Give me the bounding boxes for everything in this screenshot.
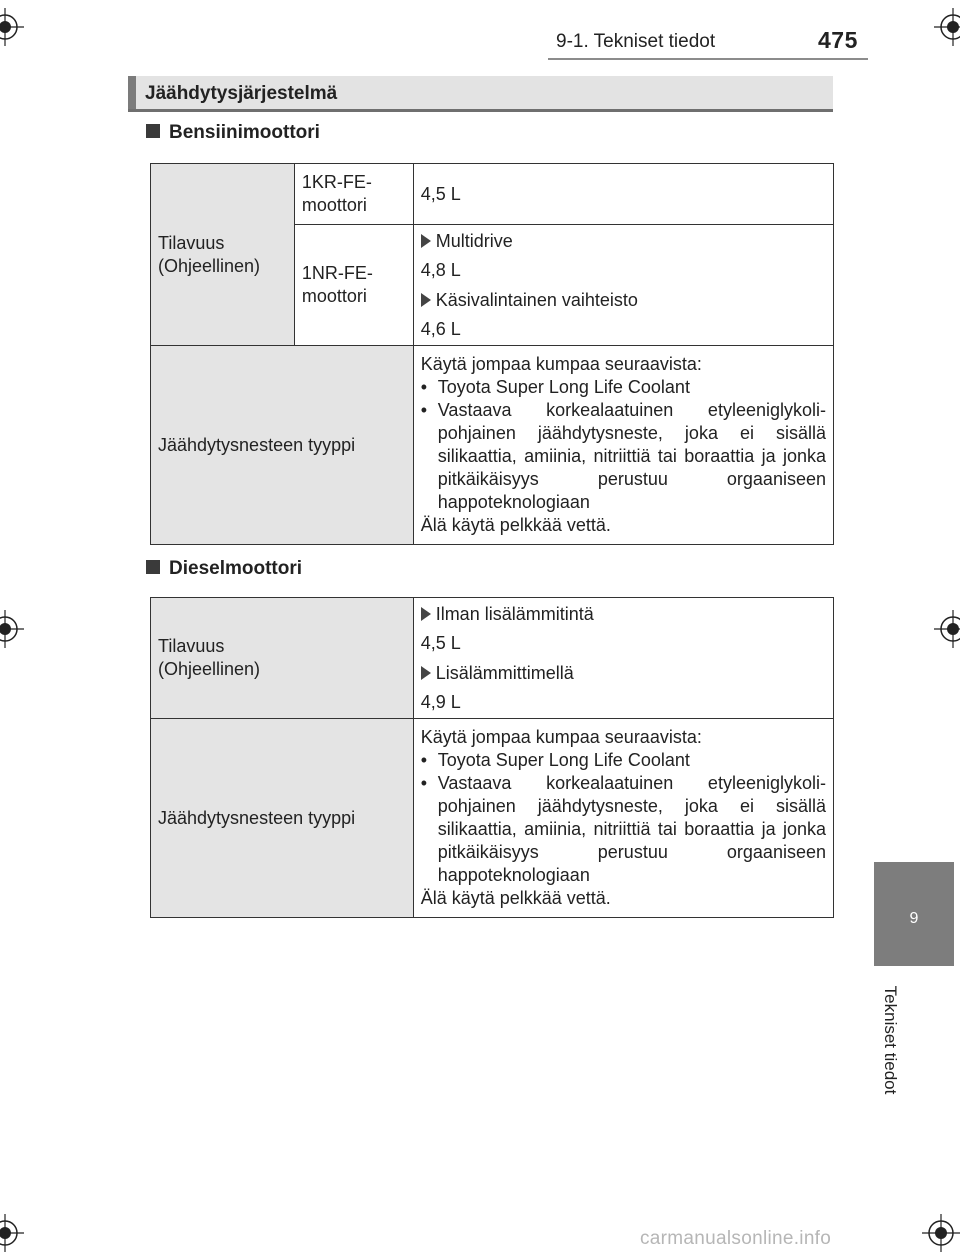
coolant-type-value [413,719,833,918]
registration-mark-icon [934,8,960,46]
engine-1nr-cell [294,225,413,346]
option-value: 4,6 L [420,318,461,339]
square-bullet-icon [146,124,160,138]
bullet-dot-icon: • [420,377,428,397]
diesel-spec-table [150,597,834,918]
heading-text: Bensiinimoottori [169,122,320,143]
registration-mark-icon [0,8,24,46]
coolant-list [421,749,826,887]
watermark: carmanualsonline.info [640,1228,832,1249]
registration-mark-icon [934,610,960,648]
bullet-dot-icon: • [420,400,428,420]
running-header-section: 9-1. Tekniset tiedot [556,31,716,52]
option-value: 4,9 L [420,691,461,712]
option-label-row [421,289,826,312]
list-item-text: Toyota Super Long Life Coolant [437,377,690,397]
table-row [151,346,834,545]
capacity-label: Tilavuus [158,636,225,656]
subsection-heading-diesel [146,558,302,580]
engine-1kr-capacity: 4,5 L [413,164,833,225]
capacity-label-note: (Ohjeellinen) [158,255,261,276]
chapter-tab-label [875,972,905,1107]
arrow-right-icon [421,607,431,621]
engine-1kr-cell [294,164,413,225]
banner-title: Jäähdytysjärjestelmä [145,83,338,104]
option-value: 4,5 L [420,632,461,653]
option-label: Ilman lisälämmitintä [435,603,594,624]
coolant-intro: Käytä jompaa kumpaa seuraavista: [420,354,702,374]
registration-mark-icon [922,1214,960,1252]
option-label: Käsivalintainen vaihteisto [435,289,638,310]
bullet-dot-icon: • [420,773,427,793]
bullet-dot-icon: • [420,750,427,770]
coolant-intro: Käytä jompaa kumpaa seuraavista: [420,727,702,747]
section-banner [128,76,833,112]
list-item [421,749,826,772]
table-row [151,598,834,719]
option-label-row [421,603,826,626]
engine-name: 1KR-FE- [301,172,372,192]
coolant-type-label: Jäähdytysnesteen tyyppi [151,346,414,545]
list-item [421,399,826,514]
coolant-note: Älä käytä pelkkää vettä. [420,888,611,908]
capacity-label-cell [151,164,295,346]
registration-mark-icon [0,610,24,648]
capacity-label: Tilavuus [158,232,225,253]
banner-accent-bar [128,76,136,109]
chapter-tab[interactable] [874,862,954,966]
arrow-right-icon [421,666,431,680]
header-divider [548,58,868,60]
option-label: Multidrive [435,230,513,251]
engine-1nr-options [413,225,833,346]
list-item [421,772,826,887]
option-label: Lisälämmittimellä [435,662,574,683]
capacity-label-note: (Ohjeellinen) [158,659,261,679]
coolant-type-value [413,346,833,545]
option-label-row [421,662,826,685]
heading-text: Dieselmoottori [169,558,303,579]
capacity-label-cell [151,598,414,719]
subsection-heading-gasoline [146,122,320,144]
list-item-text: Vastaava korkealaatuinen etyleeniglykoli-pohjainen jäähdytysneste, joka ei sisällä silikaattia, amiinia, nitriittiä tai boraattia ja jonka pitkäikäisyys perustuu orgaaniseen happoteknologiaan [437,400,826,512]
list-item [421,376,826,399]
option-label-row [421,230,826,253]
registration-mark-icon [0,1214,24,1252]
diesel-capacity-options [413,598,833,719]
coolant-list [421,376,826,514]
coolant-type-label: Jäähdytysnesteen tyyppi [151,719,414,918]
chapter-number: 9 [909,910,919,927]
square-bullet-icon [146,560,160,574]
coolant-note: Älä käytä pelkkää vettä. [420,515,611,535]
chapter-title: Tekniset tiedot [881,985,900,1094]
arrow-right-icon [421,234,431,248]
page-number: 475 [818,27,858,53]
engine-name-suffix: moottori [301,195,367,215]
engine-name-suffix: moottori [301,286,367,306]
engine-name: 1NR-FE- [301,263,373,283]
gasoline-spec-table [150,163,834,545]
list-item-text: Toyota Super Long Life Coolant [437,750,690,770]
arrow-right-icon [421,293,431,307]
table-row [151,719,834,918]
table-row [151,164,834,225]
option-value: 4,8 L [420,259,461,280]
list-item-text: Vastaava korkealaatuinen etyleeniglykoli-pohjainen jäähdytysneste, joka ei sisällä silikaattia, amiinia, nitriittiä tai boraattia ja jonka pitkäikäisyys perustuu orgaaniseen happoteknologiaan [437,773,826,885]
